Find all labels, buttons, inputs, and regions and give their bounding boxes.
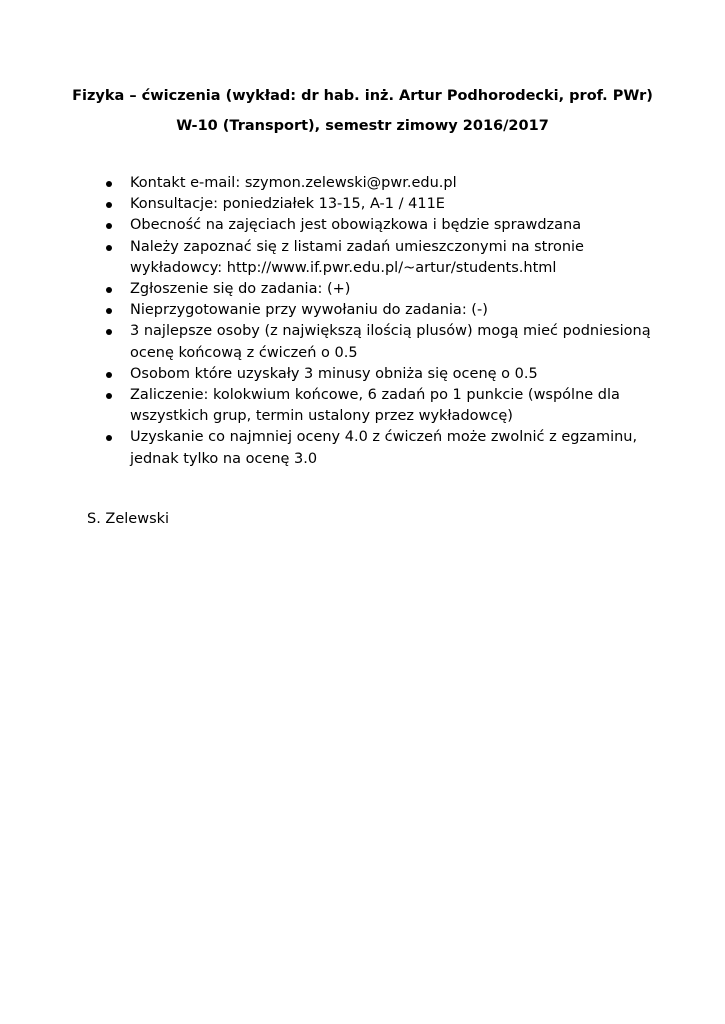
list-item-text: Nieprzygotowanie przy wywołaniu do zadania: (-) (130, 302, 488, 319)
document-title: Fizyka – ćwiczenia (wykład: dr hab. inż. Artur Podhorodecki, prof. PWr) (72, 88, 653, 104)
bullet-icon (106, 308, 112, 314)
list-item-text: Kontakt e-mail: szymon.zelewski@pwr.edu.pl (130, 175, 457, 191)
rules-list (104, 173, 664, 470)
bullet-icon (106, 393, 112, 399)
bullet-icon (106, 372, 112, 378)
list-item-text: Obecność na zajęciach jest obowiązkowa i będzie sprawdzana (130, 217, 582, 234)
list-item-text: Należy zapoznać się z listami zadań umieszczonymi na stronie wykładowcy: http://www.if.pwr.edu.pl/~artur/students.html (130, 238, 584, 276)
list-item-text: 3 najlepsze osoby (z największą ilością plusów) mogą mieć podniesioną ocenę końcową z ćwiczeń o 0.5 (130, 323, 651, 361)
list-item (104, 427, 664, 469)
list-item (104, 364, 664, 385)
list-item-text: Osobom które uzyskały 3 minusy obniża się ocenę o 0.5 (130, 365, 538, 382)
document-subtitle: W-10 (Transport), semestr zimowy 2016/2017 (176, 118, 549, 134)
bullet-icon (106, 329, 112, 335)
list-item (104, 215, 664, 236)
bullet-icon (106, 435, 112, 441)
bullet-icon (106, 245, 112, 251)
list-item (104, 300, 664, 321)
list-item-text: Zaliczenie: kolokwium końcowe, 6 zadań po 1 punkcie (wspólne dla wszystkich grup, termin ustalony przez wykładowcę) (130, 387, 620, 425)
list-item-text: Uzyskanie co najmniej oceny 4.0 z ćwiczeń może zwolnić z egzaminu, jednak tylko na ocenę 3.0 (130, 429, 638, 467)
bullet-icon (106, 202, 112, 208)
bullet-icon (106, 181, 112, 187)
list-item (104, 194, 664, 215)
list-item-text: Konsultacje: poniedziałek 13-15, A-1 / 411E (130, 196, 445, 213)
list-item-text: Zgłoszenie się do zadania: (+) (130, 281, 351, 298)
list-item (104, 173, 664, 194)
list-item (104, 237, 664, 279)
list-item (104, 279, 664, 300)
bullet-icon (106, 287, 112, 293)
list-item (104, 321, 664, 363)
signature: S. Zelewski (87, 511, 170, 527)
bullet-icon (106, 223, 112, 229)
list-item (104, 385, 664, 427)
